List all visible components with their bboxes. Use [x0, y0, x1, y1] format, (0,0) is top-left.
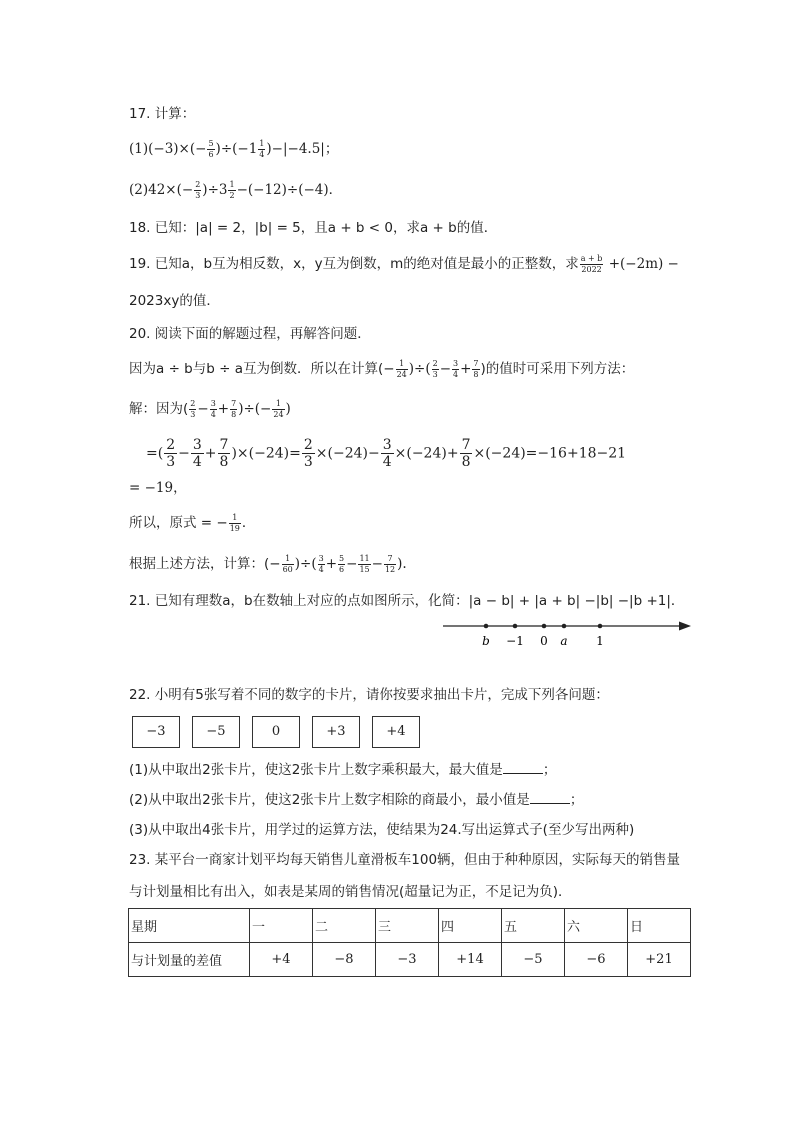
q20-conclusion: 所以，原式 = − $\frac{1}{19}$ ． [129, 512, 256, 533]
q17-part1: (1)(−3)×(− $\frac{5}{6}$ )÷(−1 $\frac{1}{4}$ )−|−4.5|； [129, 139, 339, 159]
table-cell: 六 [565, 909, 628, 943]
card-plus-4: +4 [372, 716, 420, 748]
sales-table [128, 908, 691, 977]
table-cell: 四 [439, 909, 502, 943]
q19-line2: 2023xy的值． [129, 293, 220, 309]
table-cell: 二 [313, 909, 376, 943]
point-a [562, 624, 567, 629]
table-cell: +4 [250, 943, 313, 977]
q18-text: 18. 已知：|a| = 2，|b| = 5，且a + b < 0，求a + b的值． [129, 220, 498, 236]
table-cell: −8 [313, 943, 376, 977]
q20-intro: 因为a ÷ b与b ÷ a互为倒数．所以在计算(− $\frac{1}{24}$ )÷( $\frac{2}{3}$ − $\frac{3}{4}$ + $\frac{7}{8}$ )的值时可采用下列方法： [129, 358, 635, 379]
q22-part1: (1)从中取出2张卡片，使这2张卡片上数字乘积最大，最大值是 ； [129, 762, 557, 778]
label-zero: 0 [540, 634, 548, 648]
table-row [129, 943, 691, 977]
q19-line1: 19. 已知a，b互为相反数，x，y互为倒数，m的绝对值是最小的正整数，求 $\frac{a + b}{2022}$ +(−2m) − [129, 253, 679, 274]
point-b [484, 624, 489, 629]
q20-title: 20. 阅读下面的解题过程，再解答问题． [129, 326, 371, 342]
table-cell: 与计划量的差值 [129, 943, 250, 977]
number-line-diagram [443, 612, 693, 652]
card-zero: 0 [252, 716, 300, 748]
q21-text: 21. 已知有理数a，b在数轴上对应的点如图所示，化简：|a − b| + |a + b| −|b| −|b +1|． [129, 593, 685, 609]
table-cell: 三 [376, 909, 439, 943]
q23-line1: 23. 某平台一商家计划平均每天销售儿童滑板车100辆，但由于种种原因，实际每天的销售量 [129, 852, 681, 868]
card-minus-5: −5 [192, 716, 240, 748]
table-cell: −5 [502, 943, 565, 977]
table-cell: 星期 [129, 909, 250, 943]
label-b: b [482, 634, 490, 648]
card-plus-3: +3 [312, 716, 360, 748]
q22-part2: (2)从中取出2张卡片，使这2张卡片上数字相除的商最小，最小值是 ； [129, 792, 584, 808]
table-cell: −6 [565, 943, 628, 977]
q20-result: = −19， [129, 480, 187, 496]
point-zero [542, 624, 547, 629]
table-cell: 一 [250, 909, 313, 943]
q20-task: 根据上述方法，计算：(− $\frac{1}{60}$ )÷( $\frac{3}{4}$ + $\frac{5}{6}$ − $\frac{11}{15}$ − $\frac{7}{12}$ ). [129, 553, 407, 574]
table-cell: +21 [628, 943, 691, 977]
table-row [129, 909, 691, 943]
label-minus-one: −1 [506, 634, 524, 648]
q17-part2: (2)42×(− $\frac{2}{3}$ )÷3 $\frac{1}{2}$ −(−12)÷(−4)． [129, 180, 343, 200]
q20-equation: =( $\frac{2}{3}$ − $\frac{3}{4}$ + $\frac{7}{8}$ )×(−24)= $\frac{2}{3}$ ×(−24)− $\frac{3}{4}$ ×(−24)+ $\frac{7}{8}$ ×(−24)=−16+18−21 [146, 437, 627, 470]
point-minus-one [513, 624, 518, 629]
card-minus-3: −3 [132, 716, 180, 748]
q22-title: 22. 小明有5张写着不同的数字的卡片，请你按要求抽出卡片，完成下列各问题： [129, 687, 609, 703]
q17-title: 17. 计算： [129, 106, 196, 122]
point-one [598, 624, 603, 629]
table-cell: 日 [628, 909, 691, 943]
table-cell: −3 [376, 943, 439, 977]
q23-line2: 与计划量相比有出入，如表是某周的销售情况(超量记为正，不足记为负)． [129, 884, 572, 900]
table-cell: +14 [439, 943, 502, 977]
q20-solution-line: 解：因为( $\frac{2}{3}$ − $\frac{3}{4}$ + $\frac{7}{8}$ )÷(− $\frac{1}{24}$ ) [129, 398, 291, 419]
q22-part3: (3)从中取出4张卡片，用学过的运算方法，使结果为24.写出运算式子(至少写出两种) [129, 822, 635, 838]
label-a: a [560, 634, 568, 648]
table-cell: 五 [502, 909, 565, 943]
label-one: 1 [596, 634, 604, 648]
arrow-icon [679, 622, 691, 631]
